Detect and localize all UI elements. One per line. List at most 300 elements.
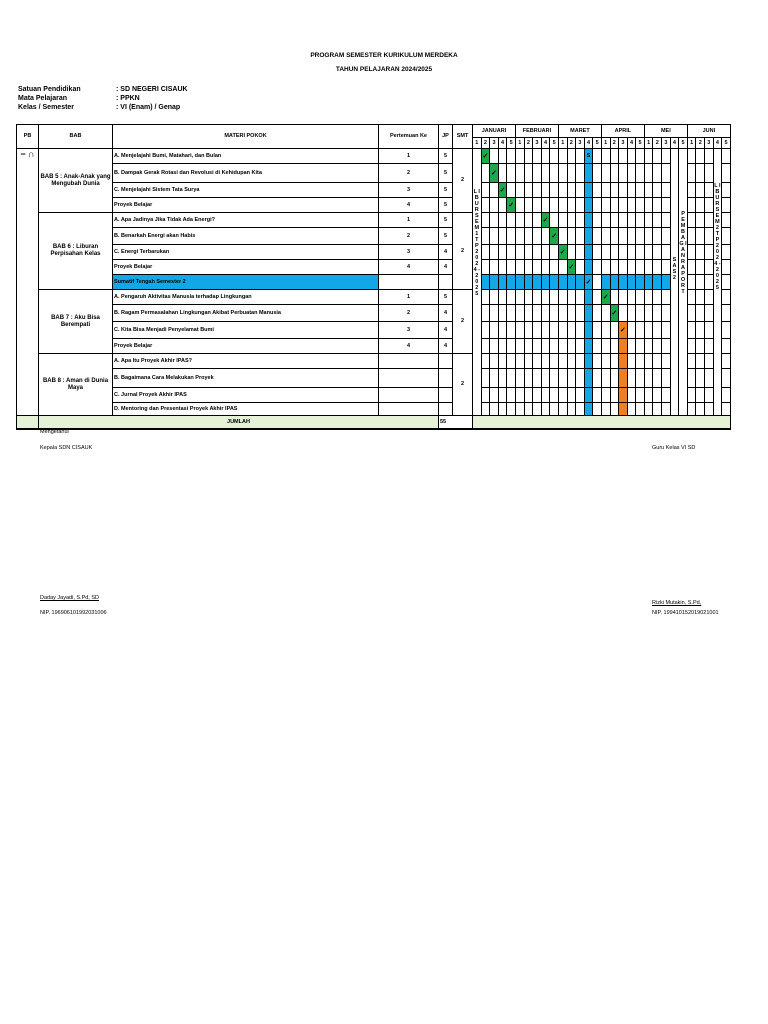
- week-cell: [558, 275, 567, 290]
- week-cell: [558, 213, 567, 228]
- week-cell: [524, 164, 533, 183]
- jp-cell: 5: [439, 213, 453, 228]
- mengetahui-label: Mengetahui: [40, 429, 69, 435]
- week-cell: [498, 354, 507, 369]
- week-cell: [498, 260, 507, 275]
- week-cell: [644, 260, 653, 275]
- week-cell: [507, 183, 516, 198]
- week-cell: [498, 403, 507, 416]
- table-row: [17, 305, 731, 322]
- week-cell: [558, 183, 567, 198]
- week-cell: [550, 213, 559, 228]
- week-cell: [696, 290, 705, 305]
- week-cell: [498, 339, 507, 354]
- jp-cell: 5: [439, 198, 453, 213]
- week-cell: [636, 149, 645, 164]
- week-cell: [644, 149, 653, 164]
- jp-cell: 5: [439, 149, 453, 164]
- pertemuan-cell: 1: [379, 149, 439, 164]
- materi-cell: B. Ragam Permasalahan Lingkungan Akibat Perbuatan Manusia: [113, 305, 379, 322]
- week-cell: [687, 339, 696, 354]
- check-icon: ✓: [559, 248, 566, 256]
- week-cell: [705, 354, 714, 369]
- jp-cell: [439, 403, 453, 416]
- header-bab: BAB: [39, 125, 113, 149]
- week-header: 5: [722, 138, 731, 149]
- week-cell: [550, 403, 559, 416]
- week-cell: [687, 149, 696, 164]
- jp-cell: 4: [439, 305, 453, 322]
- week-cell: [705, 213, 714, 228]
- week-cell: [653, 354, 662, 369]
- week-cell: [593, 369, 602, 388]
- week-cell: [558, 290, 567, 305]
- week-cell: [722, 213, 731, 228]
- week-cell: [507, 213, 516, 228]
- week-cell: [627, 339, 636, 354]
- week-cell: [490, 183, 499, 198]
- week-cell: [533, 164, 542, 183]
- week-cell: [653, 290, 662, 305]
- week-cell: [619, 164, 628, 183]
- week-cell: [490, 339, 499, 354]
- week-cell: [627, 164, 636, 183]
- week-cell: [687, 322, 696, 339]
- materi-cell: C. Kita Bisa Menjadi Penyelamat Bumi: [113, 322, 379, 339]
- materi-cell: B. Benarkah Energi akan Habis: [113, 228, 379, 245]
- smt-cell: 2: [453, 149, 473, 213]
- week-cell: [662, 228, 671, 245]
- headmaster-role: Kepala SDN CISAUK: [40, 445, 93, 451]
- week-cell: [567, 164, 576, 183]
- week-cell: [490, 149, 499, 164]
- week-cell: [498, 164, 507, 183]
- week-cell: [515, 354, 524, 369]
- week-cell: [498, 183, 507, 198]
- week-cell: [533, 198, 542, 213]
- week-cell: [541, 354, 550, 369]
- week-cell: [601, 354, 610, 369]
- month-header: APRIL: [601, 125, 644, 138]
- week-cell: [722, 275, 731, 290]
- week-cell: [705, 245, 714, 260]
- materi-cell: A. Pengaruh Aktivitas Manusia terhadap Lingkungan: [113, 290, 379, 305]
- materi-cell: B. Dampak Gerak Rotasi dan Revolusi di Kehidupan Kita: [113, 164, 379, 183]
- week-cell: [636, 213, 645, 228]
- week-cell: [653, 183, 662, 198]
- week-cell: [722, 322, 731, 339]
- week-cell: [593, 228, 602, 245]
- week-cell: [636, 198, 645, 213]
- week-cell: [558, 260, 567, 275]
- week-header: 3: [662, 138, 671, 149]
- check-icon: ✓: [602, 293, 609, 301]
- week-cell: [610, 388, 619, 403]
- week-cell: [533, 369, 542, 388]
- week-cell: [584, 403, 593, 416]
- week-cell: [567, 305, 576, 322]
- week-cell: [481, 213, 490, 228]
- week-cell: [619, 149, 628, 164]
- week-cell: [627, 388, 636, 403]
- libur-sem1-column: L I B U R S E M 1 T P 2 0 2 4 - 2 0 2 5: [473, 149, 482, 416]
- week-cell: [636, 369, 645, 388]
- week-cell: [515, 149, 524, 164]
- week-cell: [507, 354, 516, 369]
- week-cell: [524, 245, 533, 260]
- week-cell: [687, 354, 696, 369]
- week-cell: [627, 305, 636, 322]
- week-cell: [515, 213, 524, 228]
- week-cell: [533, 339, 542, 354]
- week-cell: [498, 228, 507, 245]
- week-cell: [533, 403, 542, 416]
- week-cell: [696, 213, 705, 228]
- week-cell: [636, 228, 645, 245]
- week-cell: [610, 260, 619, 275]
- week-cell: [696, 183, 705, 198]
- table-row: [17, 198, 731, 213]
- week-cell: [687, 245, 696, 260]
- week-cell: [533, 354, 542, 369]
- week-cell: [558, 403, 567, 416]
- header-pb: PB: [17, 125, 39, 149]
- week-cell: [653, 164, 662, 183]
- week-header: 3: [490, 138, 499, 149]
- week-cell: [601, 403, 610, 416]
- week-cell: [481, 228, 490, 245]
- week-cell: [533, 388, 542, 403]
- week-cell: [576, 149, 585, 164]
- week-cell: [550, 164, 559, 183]
- info-label: Satuan Pendidikan: [18, 86, 81, 93]
- pertemuan-cell: [379, 354, 439, 369]
- week-cell: [662, 354, 671, 369]
- week-cell: [541, 290, 550, 305]
- jp-cell: 4: [439, 245, 453, 260]
- week-cell: [515, 260, 524, 275]
- week-cell: [550, 245, 559, 260]
- week-cell: [498, 388, 507, 403]
- week-cell: [550, 339, 559, 354]
- smt-cell: 2: [453, 354, 473, 416]
- week-cell: [619, 369, 628, 388]
- week-cell: [567, 339, 576, 354]
- week-header: 1: [601, 138, 610, 149]
- week-header: 4: [627, 138, 636, 149]
- week-cell: [481, 290, 490, 305]
- week-cell: [490, 198, 499, 213]
- week-cell: [576, 245, 585, 260]
- month-header: FEBRUARI: [515, 125, 558, 138]
- week-cell: [558, 354, 567, 369]
- week-cell: [541, 149, 550, 164]
- week-cell: [507, 388, 516, 403]
- week-cell: [550, 198, 559, 213]
- week-cell: [584, 260, 593, 275]
- jp-cell: 5: [439, 228, 453, 245]
- week-cell: [533, 149, 542, 164]
- week-cell: [515, 198, 524, 213]
- week-header: 4: [670, 138, 679, 149]
- week-cell: [567, 213, 576, 228]
- week-cell: [507, 275, 516, 290]
- week-cell: [593, 339, 602, 354]
- week-cell: [601, 305, 610, 322]
- week-header: 4: [713, 138, 722, 149]
- program-semester-table: [16, 124, 731, 430]
- table-row: [17, 290, 731, 305]
- materi-cell: Proyek Belajar: [113, 260, 379, 275]
- week-cell: [662, 305, 671, 322]
- week-cell: [662, 198, 671, 213]
- week-cell: [696, 228, 705, 245]
- week-cell: [619, 260, 628, 275]
- table-row: [17, 213, 731, 228]
- week-cell: [550, 354, 559, 369]
- week-cell: [722, 164, 731, 183]
- week-cell: [524, 369, 533, 388]
- week-header: 2: [481, 138, 490, 149]
- week-cell: [524, 290, 533, 305]
- pertemuan-cell: 2: [379, 305, 439, 322]
- week-cell: [696, 322, 705, 339]
- week-cell: [610, 198, 619, 213]
- week-cell: [627, 228, 636, 245]
- week-cell: [610, 275, 619, 290]
- week-header: 5: [679, 138, 688, 149]
- week-cell: [558, 164, 567, 183]
- check-icon: ✓: [542, 216, 549, 224]
- week-cell: [498, 198, 507, 213]
- week-cell: [662, 290, 671, 305]
- week-cell: [481, 275, 490, 290]
- week-cell: [558, 228, 567, 245]
- week-cell: [619, 403, 628, 416]
- week-cell: [541, 305, 550, 322]
- week-cell: [576, 322, 585, 339]
- week-cell: [722, 403, 731, 416]
- week-cell: [515, 322, 524, 339]
- week-cell: [593, 149, 602, 164]
- week-cell: [653, 149, 662, 164]
- week-cell: [567, 260, 576, 275]
- table-row: [17, 164, 731, 183]
- week-cell: [662, 369, 671, 388]
- week-cell: [687, 388, 696, 403]
- week-cell: [498, 245, 507, 260]
- week-cell: [687, 183, 696, 198]
- week-cell: [636, 164, 645, 183]
- week-cell: [601, 369, 610, 388]
- week-header: 2: [610, 138, 619, 149]
- week-cell: [644, 369, 653, 388]
- week-cell: [524, 322, 533, 339]
- check-icon: ✓: [551, 232, 558, 240]
- jp-cell: [439, 369, 453, 388]
- week-header: 1: [473, 138, 482, 149]
- week-cell: [567, 183, 576, 198]
- week-cell: [481, 183, 490, 198]
- info-value: : SD NEGERI CISAUK: [116, 86, 188, 93]
- week-cell: [541, 245, 550, 260]
- bab-title: BAB 8 : Aman di Dunia Maya: [39, 354, 113, 416]
- week-cell: [481, 339, 490, 354]
- week-cell: [584, 388, 593, 403]
- week-cell: [567, 149, 576, 164]
- pertemuan-cell: 4: [379, 339, 439, 354]
- week-cell: [644, 388, 653, 403]
- week-header: 1: [644, 138, 653, 149]
- teacher-name: Rizki Mutakin, S.Pd,: [652, 600, 702, 606]
- check-icon: ✓: [482, 152, 489, 160]
- smt-cell: 2: [453, 290, 473, 354]
- week-header: 4: [541, 138, 550, 149]
- week-cell: [662, 183, 671, 198]
- pertemuan-cell: [379, 403, 439, 416]
- week-cell: [705, 183, 714, 198]
- week-cell: [705, 275, 714, 290]
- week-cell: [558, 305, 567, 322]
- smt-cell: 2: [453, 213, 473, 290]
- week-cell: [541, 339, 550, 354]
- week-cell: [507, 305, 516, 322]
- week-cell: [610, 149, 619, 164]
- info-school: [18, 86, 188, 93]
- week-cell: [550, 183, 559, 198]
- week-cell: [653, 275, 662, 290]
- week-cell: [584, 322, 593, 339]
- table-row: [17, 260, 731, 275]
- week-cell: [636, 275, 645, 290]
- week-cell: [584, 290, 593, 305]
- week-header: 4: [498, 138, 507, 149]
- pertemuan-cell: 3: [379, 183, 439, 198]
- week-header: 5: [636, 138, 645, 149]
- week-cell: [576, 339, 585, 354]
- week-cell: [490, 213, 499, 228]
- check-icon: ✓: [491, 169, 497, 177]
- week-cell: [696, 164, 705, 183]
- week-cell: [524, 354, 533, 369]
- materi-cell: Sumatif Tengah Semester 2: [113, 275, 379, 290]
- pertemuan-cell: 2: [379, 164, 439, 183]
- week-cell: [481, 322, 490, 339]
- week-cell: [627, 322, 636, 339]
- week-cell: [490, 369, 499, 388]
- week-cell: [722, 183, 731, 198]
- week-cell: [627, 290, 636, 305]
- info-class: [18, 104, 180, 111]
- week-cell: [515, 228, 524, 245]
- week-cell: [567, 228, 576, 245]
- week-cell: [619, 228, 628, 245]
- week-cell: [584, 275, 593, 290]
- week-cell: [567, 354, 576, 369]
- week-cell: [558, 198, 567, 213]
- pertemuan-cell: [379, 369, 439, 388]
- pertemuan-cell: 4: [379, 198, 439, 213]
- week-cell: [627, 198, 636, 213]
- materi-cell: C. Menjelajahi Sistem Tata Surya: [113, 183, 379, 198]
- week-cell: [610, 228, 619, 245]
- week-cell: [507, 198, 516, 213]
- week-cell: [610, 322, 619, 339]
- week-header: 2: [696, 138, 705, 149]
- week-cell: [601, 228, 610, 245]
- week-cell: [601, 198, 610, 213]
- jp-cell: 4: [439, 339, 453, 354]
- week-cell: [653, 260, 662, 275]
- week-cell: [524, 183, 533, 198]
- week-cell: [627, 354, 636, 369]
- week-cell: [584, 228, 593, 245]
- week-cell: [593, 245, 602, 260]
- week-cell: [524, 403, 533, 416]
- week-cell: [490, 403, 499, 416]
- week-cell: [584, 164, 593, 183]
- week-cell: [610, 290, 619, 305]
- week-cell: [498, 369, 507, 388]
- week-cell: [705, 403, 714, 416]
- week-cell: [584, 149, 593, 164]
- week-cell: [601, 290, 610, 305]
- week-cell: [644, 275, 653, 290]
- week-cell: [593, 183, 602, 198]
- week-cell: [541, 228, 550, 245]
- week-cell: [576, 403, 585, 416]
- info-subject: [18, 95, 140, 102]
- week-cell: [636, 305, 645, 322]
- week-cell: [533, 305, 542, 322]
- header-jp: JP: [439, 125, 453, 149]
- pb-cell: − ∩: [17, 149, 39, 416]
- check-icon: ✓: [568, 263, 575, 271]
- materi-cell: C. Energi Terbarukan: [113, 245, 379, 260]
- week-cell: [644, 305, 653, 322]
- week-cell: [653, 245, 662, 260]
- week-cell: [722, 198, 731, 213]
- week-cell: [619, 354, 628, 369]
- week-cell: [653, 198, 662, 213]
- week-cell: [576, 290, 585, 305]
- week-cell: [584, 245, 593, 260]
- pertemuan-cell: 3: [379, 322, 439, 339]
- materi-cell: C. Jurnal Proyek Akhir IPAS: [113, 388, 379, 403]
- jp-cell: 4: [439, 322, 453, 339]
- week-cell: [619, 183, 628, 198]
- check-icon: ✓: [619, 326, 626, 334]
- week-cell: [601, 322, 610, 339]
- week-header: 3: [619, 138, 628, 149]
- week-cell: [705, 305, 714, 322]
- materi-cell: Proyek Belajar: [113, 339, 379, 354]
- week-cell: [481, 403, 490, 416]
- month-header: JUNI: [687, 125, 730, 138]
- week-cell: [593, 213, 602, 228]
- week-cell: [662, 213, 671, 228]
- week-cell: [507, 245, 516, 260]
- check-icon: ✓: [499, 186, 506, 194]
- week-cell: [644, 290, 653, 305]
- week-cell: [490, 290, 499, 305]
- week-cell: [636, 403, 645, 416]
- week-header: 5: [507, 138, 516, 149]
- sas-column: [670, 149, 679, 416]
- week-cell: [524, 305, 533, 322]
- week-cell: [636, 183, 645, 198]
- week-cell: [653, 369, 662, 388]
